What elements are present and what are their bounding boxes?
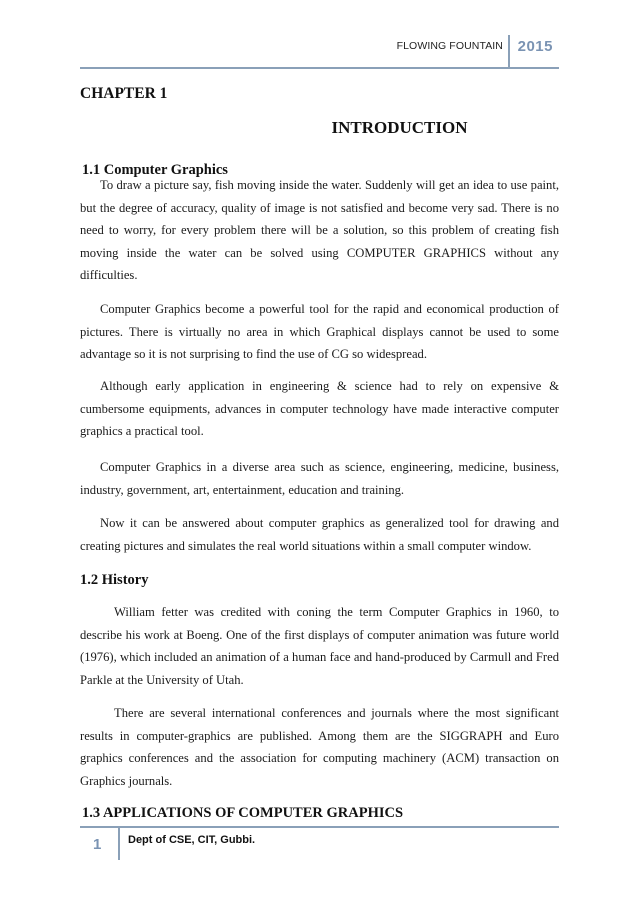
footer-divider [118, 828, 120, 860]
section-heading-applications: 1.3 APPLICATIONS OF COMPUTER GRAPHICS [82, 805, 404, 821]
section-heading-computer-graphics: 1.1 Computer Graphics [82, 162, 228, 178]
header-divider [508, 35, 510, 69]
page-header [80, 35, 559, 69]
paragraph: There are several international conferences and journals where the most significant results in computer-graphics are published. Among them are the SIGGRAPH and Euro graphics conferences and the association for computing machinery (ACM) transaction on Graphics journals. [80, 706, 559, 788]
page-footer [80, 826, 559, 860]
section-heading-history: 1.2 History [80, 572, 149, 588]
header-rule [80, 67, 559, 69]
paragraph: Now it can be answered about computer graphics as generalized tool for drawing and creating pictures and simulates the real world situations within a small computer window. [80, 516, 559, 553]
page-number: 1 [93, 836, 102, 853]
paragraph: Computer Graphics become a powerful tool for the rapid and economical production of pictures. There is virtually no area in which Graphical displays cannot be used to some advantage so it is not surprising to find the use of CG so widespread. [80, 302, 559, 361]
header-title: FLOWING FOUNTAIN [396, 40, 503, 52]
chapter-label: CHAPTER 1 [80, 85, 168, 102]
header-year: 2015 [517, 38, 553, 55]
paragraph: Computer Graphics in a diverse area such as science, engineering, medicine, business, industry, government, art, entertainment, education and training. [80, 460, 559, 497]
paragraph: Although early application in engineering & science had to rely on expensive & cumbersome equipments, advances in computer technology have made interactive computer graphics a practical tool. [80, 379, 559, 438]
footer-department: Dept of CSE, CIT, Gubbi. [128, 834, 256, 846]
page-title: INTRODUCTION [331, 118, 468, 137]
paragraph: William fetter was credited with coning the term Computer Graphics in 1960, to describe his work at Boeng. One of the first displays of computer animation was future world (1976), which included an animation of a human face and hand-produced by Carmull and Fred Parkle at the University of Utah. [80, 605, 559, 687]
paragraph: To draw a picture say, fish moving inside the water. Suddenly will get an idea to use paint, but the degree of accuracy, quality of image is not satisfied and become very sad. There is no need to worry, for every problem there will be a solution, so this problem of creating fish moving inside the water can be solved using COMPUTER GRAPHICS without any difficulties. [80, 178, 559, 282]
footer-rule [80, 826, 559, 828]
